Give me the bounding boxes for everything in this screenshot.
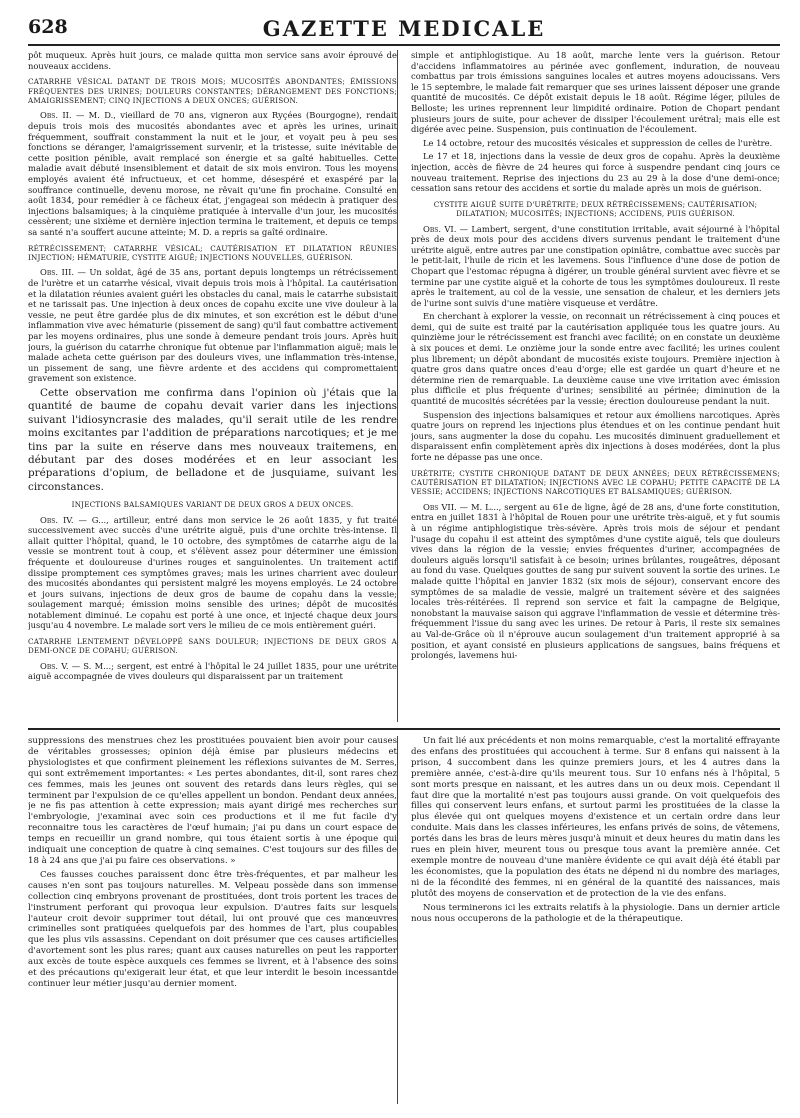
observation-paragraph: [28, 110, 397, 237]
paragraph-text: Ces fausses couches paraissent donc être très-fréquentes, et par malheur les causes n'en sont pas toujours naturelles. M. Velpeau possède dans son immense collection cinq embryons provenant de prostituées, dont trois portent les traces de l'instrument perforant qui provoqua leur expulsion. D'autres faits sur lesquels l'auteur croit devoir supprimer tout détail, lui ont prouvé que ces manœuvres criminelles sont pratiquées quelquefois par des hommes de l'art, plus coupables que les plus vils assassins. Cependant on doit présumer que ces causes artificielles d'avortement sont les plus rares; quant aux causes naturelles on peut les rapporter aux excès de toute espèce auxquels ces femmes se livrent, et à l'absence des soins et des précautions qu'exigerait leur état, et que leur interdit le besoin incessantde continuer leur métier jusqu'au dernier moment.: [28, 869, 397, 989]
paragraph: [28, 870, 397, 990]
paragraph-text: Suspension des injections balsamiques et retour aux émolliens narcotiques. Après quatre jours on reprend les injections plus étendues et on les continue pendant huit jours, sans augmenter la dose du copahu. Les mucosités diminuent graduellement et disparaissent enfin complètement après dix injections à doses modérées, dont la plus forte ne dépasse pas une once.: [411, 409, 780, 462]
observation-label: Obs. VI.: [423, 223, 457, 234]
observation-paragraph: [411, 502, 780, 661]
lower-columns: [28, 736, 780, 1104]
paragraph-text: — G..., artilleur, entré dans mon service le 26 août 1835, y fut traité successivement avec succès d'une urétrite aiguë, puis d'une orchite très-intense. Il allait quitter l'hôpital, quand, le 10 octobre, des symptômes de catarrhe aigu de la vessie se montrent tout à coup, et s'élèvent assez pour déterminer une émission fréquente et douloureuse d'urines rouges et sanguinolentes. Un traitement actif dissipe promptement ces symptômes graves; mais les urines charrient avec douleur des mucosités abondantes qui persistent malgré les moyens employés. Le 24 octobre et jours suivans, injections de deux gros de baume de copahu dans la vessie; soulagement marqué; émission moins sensible des urines; dépôt de mucosités notablement diminué. Le copahu est porté à une once, et injecté chaque deux jours jusqu'au 4 novembre. Le malade sort vers le milieu de ce mois entièrement guéri.: [28, 514, 397, 631]
paragraph: [411, 311, 780, 406]
paragraph-text: Le 17 et 18, injections dans la vessie de deux gros de copahu. Après la deuxième injection, accès de fièvre de 24 heures qui force à suspendre pendant cinq jours ce nouveau traitement. Reprise des injections du 23 au 29 à la dose d'une demi-once; cessation sans retour des accidens et sortie du malade après un mois de guérison.: [411, 151, 780, 194]
paragraph-text: — Lambert, sergent, d'une constitution irritable, avait séjourné à l'hôpital près de deux mois pour des accidens divers survenus pendant le traitement d'une urétrite aiguë, entre autres par une constipation opiniâtre, combattue avec succès par le petit-lait, l'huile de ricin et les lavemens. Sous l'influence d'une dose de potion de Chopart que l'estomac répugna à digérer, un trouble général survient avec fièvre et se termine par une cystite aiguë et la cohorte de tous les symptômes douloureux. Il reste après le traitement, au col de la vessie, une sensation de chaleur, et les derniers jets de l'urine sont suivis d'une matière visqueuse et verdâtre.: [411, 223, 780, 308]
paragraph-text: En cherchant à explorer la vessie, on reconnait un rétrécissement à cinq pouces et demi, qui de suite est traité par la cautérisation appliquée tous les quatre jours. Au quinzième jour le rétrécissement est franchi avec facilité; on en constate un deuxième à six pouces et demi. Le onzième jour la sonde entre avec facilité; les urines coulent plus librement; un dépôt abondant de mucosités existe toujours. Première injection à quatre gros dans quatre onces d'eau d'orge; elle est gardée un quart d'heure et ne détermine rien de remarquable. La deuxième cause une vive irritation avec émission plus difficile et plus fréquente d'urines; sensibilité au périnée; diminution de la quantité de mucosités sécrétées par la vessie; érection douloureuse pendant la nuit.: [411, 311, 780, 407]
paragraph-text: — M. L..., sergent au 61e de ligne, âgé de 28 ans, d'une forte constitution, entra en juillet 1831 à l'hôpital de Rouen pour une urétrite très-aiguë, et y fut soumis à un régime antiphlogistique très-sévère. Après trois mois de séjour et pendant l'usage du copahu il est atteint des symptômes d'une cystite aiguë, tels que douleurs vives dans la région de la vessie; envies fréquentes d'uriner, accompagnées de douleurs aiguës lorsqu'il satisfait à ce besoin; urines brûlantes, rougeâtres, déposant au fond du vase. Quelques gouttes de sang pur suivent souvent la sortie des urines. Le malade quitte l'hôpital en janvier 1832 (six mois de séjour), conservant encore des symptômes de sa maladie de vessie, malgré un traitement sévère et des saignées locales très-réitérées. Il reprend son service et fait la campagne de Belgique, nonobstant la mauvaise saison qui aggrave l'inflammation de vessie et détermine très-fréquemment l'issue du sang avec les urines. De retour à Paris, il reste six semaines au Val-de-Grâce où il n'éprouve aucun soulagement d'un traitement approprié à sa position, et ayant consisté en plusieurs applications de sangsues, bains fréquens et prolongés, lavemens hui-: [411, 501, 780, 661]
paragraph: [411, 50, 780, 135]
left-column: [28, 50, 397, 722]
bottom-right-column: [411, 736, 780, 1104]
section-divider: [28, 728, 780, 730]
section-heading: URÉTRITE; CYSTITE CHRONIQUE DATANT DE DEUX ANNÉES; DEUX RÉTRÉCISSEMENS; CAUTÉRISATION ET DILATATION; INJECTIONS AVEC LE COPAHU; PETITE CAPACITÉ DE LA VESSIE; ACCIDENS; INJECTIONS NARCOTIQUES ET BALSAMIQUES; GUÉRISON.: [411, 468, 780, 497]
paragraph: [28, 736, 397, 867]
paragraph: [28, 50, 397, 71]
paragraph-text: Nous terminerons ici les extraits relatifs à la physiologie. Dans un dernier article nous nous occuperons de la pathologie et de la thérapeutique.: [411, 902, 780, 924]
paragraph-text: — S. M...; sergent, est entré à l'hôpital le 24 juillet 1835, pour une urétrite aiguë accompagnée de vives douleurs qui disparaissent par un traitement: [28, 660, 397, 682]
paragraph-text: suppressions des menstrues chez les prostituées pouvaient bien avoir pour causes de véritables grossesses; opinion déjà émise par plusieurs médecins et physiologistes et que confirment pleinement les réflexions suivantes de M. Serres, qui sont extrêmement importantes: « Les pertes abondantes, dit-il, sont rares chez ces femmes, mais les jeunes ont souvent des retards dans leurs règles, qui se terminent par l'expulsion de ce qu'elles appellent un bondon. Pendant deux années, je ne fis pas attention à cette expression; mais ayant dirigé mes recherches sur l'embryologie, j'examinai avec soin ces productions et il me fut facile d'y reconnaitre tous les caractères de l'œuf humain; j'ai pu dans un court espace de temps en recueillir un grand nombre, qui tous étaient sortis à une époque qui indiquait une conception de quatre à cinq semaines. C'est toujours sur des filles de 18 à 24 ans que j'ai pu faire ces observations. »: [28, 736, 397, 866]
observation-paragraph: [28, 515, 397, 632]
bottom-left-column: [28, 736, 397, 1104]
page-number: 628: [28, 16, 68, 38]
paragraph: [411, 151, 780, 193]
observation-label: Obs. IV.: [40, 514, 74, 525]
paragraph-text: — Un soldat, âgé de 35 ans, portant depuis longtemps un rétrécissement de l'urètre et un catarrhe vésical, vivait depuis trois mois à l'hôpital. La cautérisation et la dilatation réunies avaient guéri les obstacles du canal, mais le catarrhe subsistait et ne tarissait pas. Une injection à deux onces de copahu excite une vive douleur à la vessie, ne peut être gardée plus de dix minutes, et son excrétion est le début d'une inflammation vive avec hématurie (pissement de sang) qu'il faut combattre activement par les moyens ordinaires, plus une sonde à demeure pendant trois jours. Après huit jours, la guérison du catarrhe chronique fut obtenue par l'inflammation aiguë; mais le malade acheta cette guérison par des douleurs vives, une inflammation très-intense, un pissement de sang, une fièvre ardente et des accidens qui compromettaient gravement son existence.: [28, 267, 397, 384]
paragraph-text: simple et antiphlogistique. Au 18 août, marche lente vers la guérison. Retour d'accidens inflammatoires au périnée avec gonflement, induration, de nouveau combattus par trois émissions sanguines locales et autres moyens adoucissans. Vers le 15 septembre, le malade fait remarquer que ses urines laissent déposer une grande quantité de mucosités. Ce dépôt existait depuis le 18 août. Régime léger, pilules de Belloste; les urines reprennent leur limpidité ordinaire. Potion de Chopart pendant plusieurs jours de suite, pour achever de dissiper l'écoulement urétral; mais elle est digérée avec peine. Suspension, puis continuation de l'écoulement.: [411, 50, 780, 135]
section-heading: INJECTIONS BALSAMIQUES VARIANT DE DEUX GROS A DEUX ONCES.: [71, 500, 354, 510]
observation-label: Obs VII.: [423, 501, 457, 512]
observation-label: Obs. III.: [40, 267, 75, 278]
section-heading: CYSTITE AIGUË SUITE D'URÉTRITE; DEUX RÉTRÉCISSEMENS; CAUTÉRISATION; DILATATION; MUCOSITÉS; INJECTIONS; ACCIDENS, PUIS GUÉRISON.: [433, 199, 758, 219]
paragraph-text: — M. D., vieillard de 70 ans, vigneron aux Ryçées (Bourgogne), rendait depuis trois mois des mucosités abondantes avec et après les urines, urinait fréquemment, souffrait constamment la nuit et le jour, et voyait peu à peu ses fonctions se déranger, l'amaigrissement survenir, et la tristesse, suite inévitable de cette position pénible, avait remplacé son énergie et sa gaîté habituelles. Cette maladie avait débuté insensiblement et datait de six mois environ. Tous les moyens employés avaient été infructueux, et cet homme, désespéré et exaspéré par la souffrance continuelle, devenu morose, ne rêvait qu'une fin prochaine. Consulté en août 1834, pour remédier à ce fâcheux état, j'engageai son médecin à pratiquer des injections balsamiques; à la cinquième pratiquée à intervalle d'un jour, les mucosités cessèrent; une sixième et dernière injection termina le traitement, et depuis ce temps sa santé n'a souffert aucune atteinte; M. D. a repris sa gaîté ordinaire.: [28, 110, 397, 237]
newspaper-page: [28, 14, 780, 1104]
paragraph: [411, 736, 780, 900]
right-column: [411, 50, 780, 722]
observation-label: Obs. V.: [40, 660, 69, 671]
paragraph-text: Un fait lié aux précédents et non moins remarquable, c'est la mortalité effrayante des enfans des prostituées qui accouchent à terme. Sur 8 enfans qui naissent à la prison, 4 succombent dans les quinze premiers jours, et les 4 autres dans la première année, c'est-à-dire qu'ils meurent tous. Sur 10 enfans nés à l'hôpital, 5 sont morts presque en naissant, et les autres dans un ou deux mois. Cependant il faut dire que la mortalité n'est pas toujours aussi grande. On voit quelquefois des filles qui conservent leurs enfans, et surtout parmi les prostituées de la classe la plus élevée qui ont quelques moyens d'existence et un certain ordre dans leur conduite. Mais dans les classes inférieures, les enfans privés de soins, de vêtemens, portés dans les bras de leurs mères jusqu'à minuit et deux heures du matin dans les rues en plein hiver, meurent tous ou presque tous avant la première année. Cet exemple montre de nouveau d'une manière évidente ce qui avait déjà été établi par les économistes, que la population des états ne dépend ni du nombre des mariages, ni de la fécondité des femmes, ni en général de la quantité des naissances, mais plutôt des moyens de conservation et de protection de la vie des enfans.: [411, 736, 780, 899]
observation-label: Obs. II.: [40, 110, 72, 121]
paragraph: [411, 903, 780, 925]
column-divider: [397, 50, 398, 722]
observation-paragraph: [411, 224, 780, 309]
paragraph: [411, 138, 780, 149]
section-heading: CATARRHE LENTEMENT DÉVELOPPÉ SANS DOULEUR; INJECTIONS DE DEUX GROS A DEMI-ONCE DE COPAHU; GUÉRISON.: [28, 637, 397, 656]
paragraph-text: Le 14 octobre, retour des mucosités vésicales et suppression de celles de l'urètre.: [423, 137, 773, 148]
column-divider-lower: [397, 736, 398, 1104]
page-header: [28, 14, 780, 46]
masthead-title: GAZETTE MEDICALE: [262, 16, 546, 41]
upper-columns: [28, 50, 780, 722]
paragraph-text: pôt muqueux. Après huit jours, ce malade quitta mon service sans avoir éprouvé de nouveaux accidens.: [28, 50, 397, 71]
paragraph-text: Cette observation me confirma dans l'opinion où j'étais que la quantité de baume de copahu devait varier dans les injections suivant l'idiosyncrasie des malades, qu'il serait utile de les rendre moins excitantes par l'addition de préparations narcotiques; et je me tins par la suite en réserve dans mes nouveaux traitemens, en débutant par des doses modérées et en leur associant les préparations d'opium, de belladone et de jusquiame, suivant les circonstances.: [28, 386, 397, 493]
paragraph: [411, 410, 780, 463]
section-heading: RÉTRÉCISSEMENT; CATARRHE VÉSICAL; CAUTÉRISATION ET DILATATION RÉUNIES INJECTION; HÉMATURIE, CYSTITE AIGUË; INJECTIONS NOUVELLES, GUÉRISON.: [28, 243, 397, 262]
paragraph: [28, 387, 397, 494]
observation-paragraph: [28, 267, 397, 384]
observation-paragraph: [28, 661, 397, 682]
section-heading: CATARRHE VÉSICAL DATANT DE TROIS MOIS; MUCOSITÉS ABONDANTES; ÉMISSIONS FRÉQUENTES DES URINES; DOULEURS CONSTANTES; DÉRANGEMENT DES FONCTIONS; AMAIGRISSEMENT; CINQ INJECTIONS A DEUX ONCES; GUÉRISON.: [28, 77, 397, 105]
